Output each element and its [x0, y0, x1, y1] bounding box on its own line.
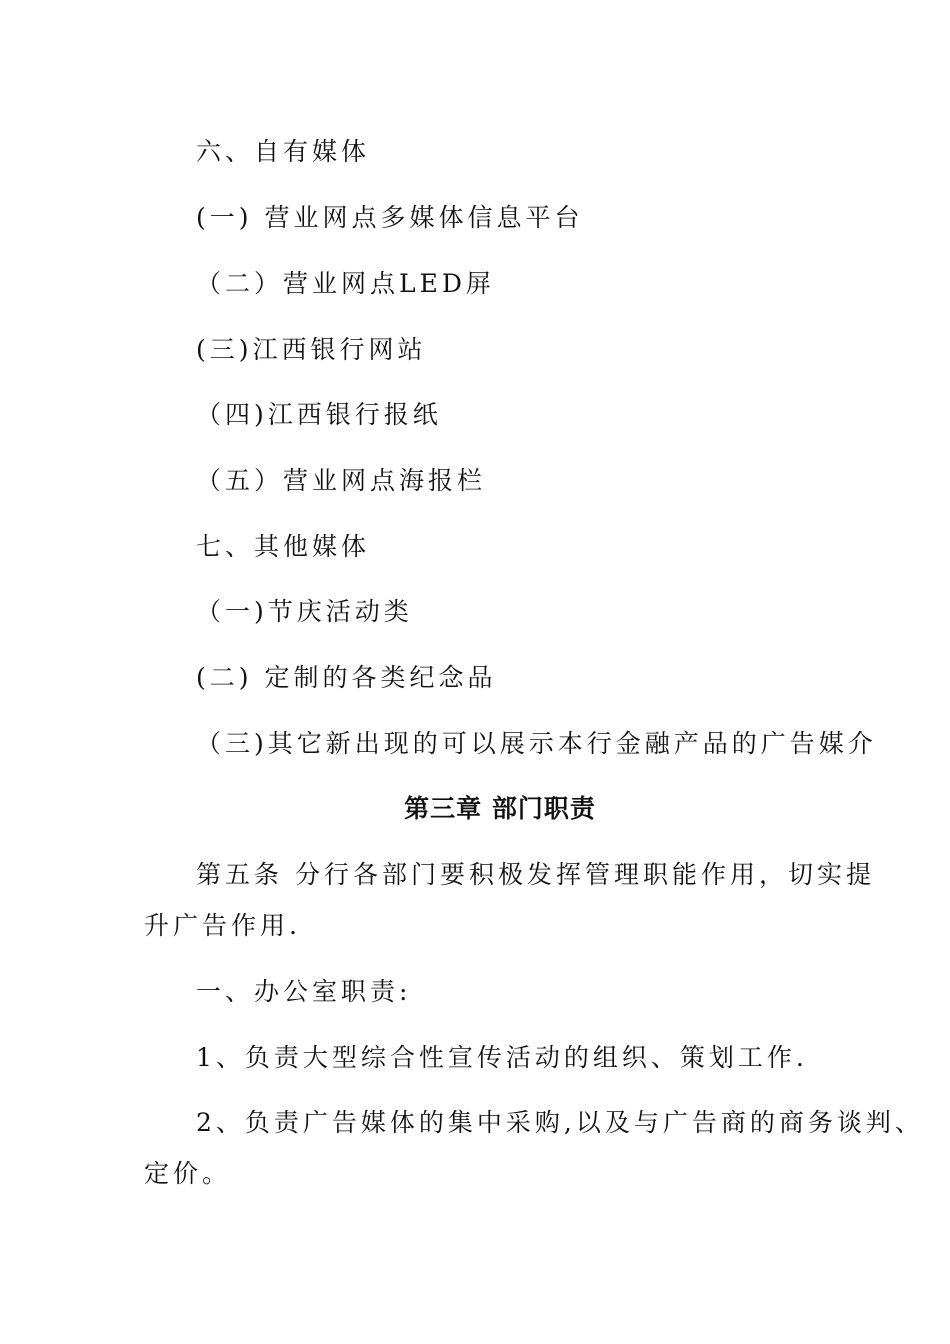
- section-six-item-3: (三)江西银行网站: [196, 335, 427, 364]
- office-duty-item-2-line-2: 定价。: [144, 1159, 232, 1188]
- section-six-title: 六、自有媒体: [196, 137, 371, 166]
- section-seven-item-2: (二) 定制的各类纪念品: [196, 663, 497, 692]
- article-five-line-2: 升广告作用.: [144, 911, 301, 940]
- section-seven-item-1: （一)节庆活动类: [196, 597, 413, 626]
- section-six-item-5: （五）营业网点海报栏: [196, 466, 487, 495]
- section-seven-title: 七、其他媒体: [196, 532, 371, 561]
- section-six-item-1: (一) 营业网点多媒体信息平台: [196, 203, 584, 232]
- office-duty-item-1: 1、负责大型综合性宣传活动的组织、策划工作.: [196, 1043, 808, 1072]
- office-duty-item-2-line-1: 2、负责广告媒体的集中采购,以及与广告商的商务谈判、: [196, 1108, 924, 1137]
- section-six-item-4: （四)江西银行报纸: [196, 400, 442, 429]
- office-duties-title: 一、办公室职责:: [196, 977, 412, 1006]
- section-seven-item-3: （三)其它新出现的可以展示本行金融产品的广告媒介: [196, 729, 877, 758]
- section-six-item-2: （二）营业网点LED屏: [196, 269, 495, 298]
- article-five-line-1: 第五条 分行各部门要积极发挥管理职能作用，切实提: [196, 860, 875, 889]
- chapter-heading: 第三章 部门职责: [404, 794, 596, 823]
